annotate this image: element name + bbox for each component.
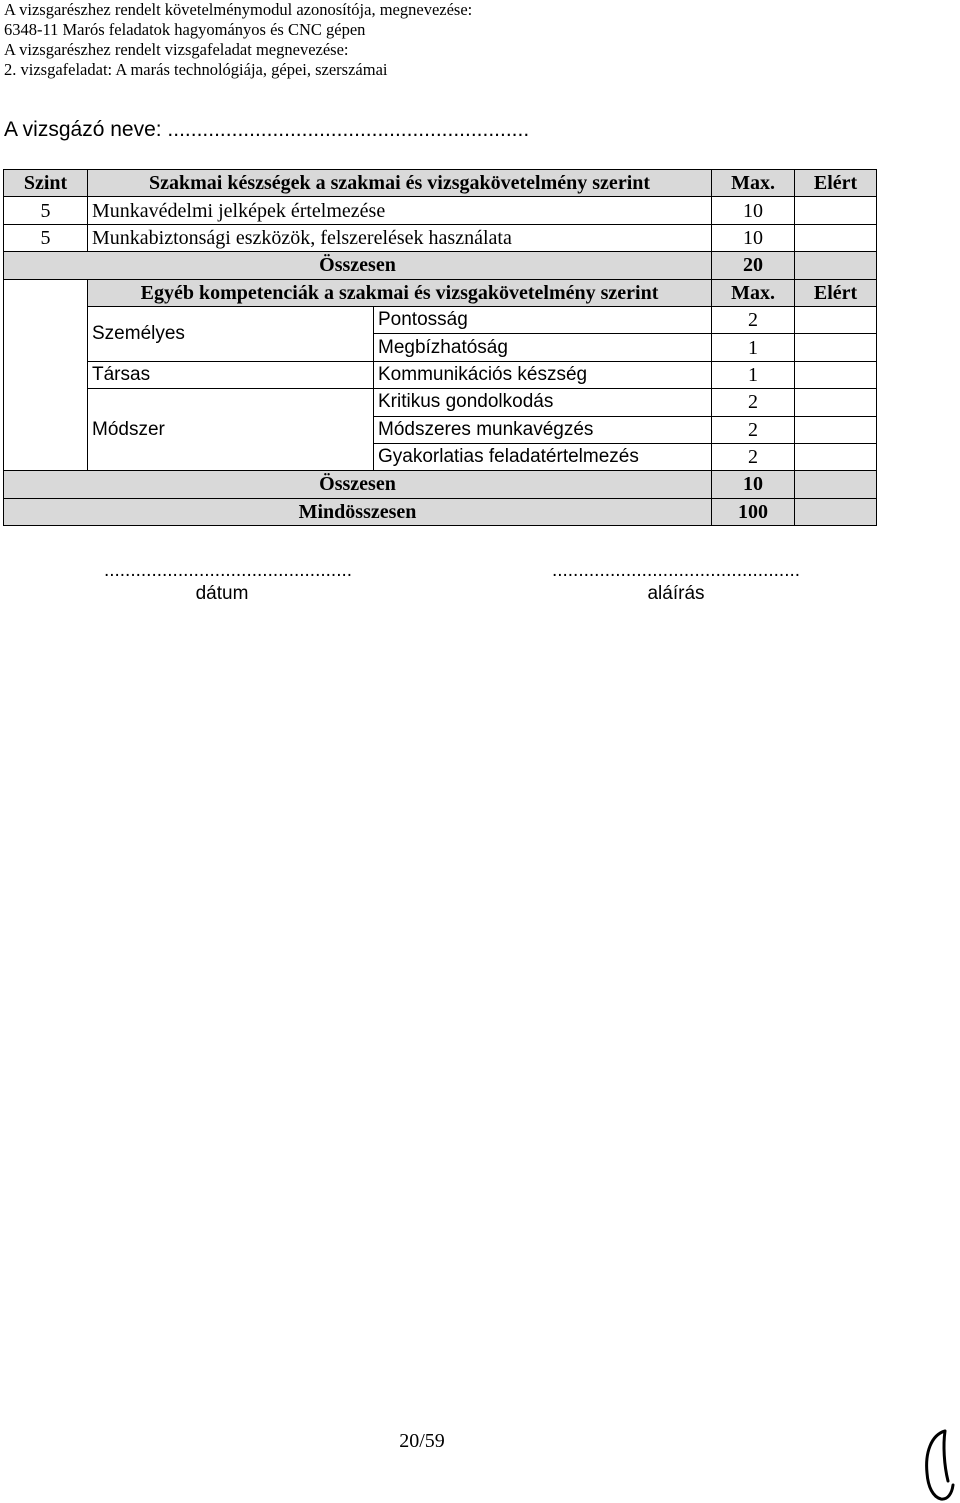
publisher-logo-icon xyxy=(915,1425,960,1503)
header-line-2: 6348-11 Marós feladatok hagyományos és CNC gépen xyxy=(4,20,366,39)
other-total-achieved-cell[interactable] xyxy=(795,471,877,498)
skill-label: Munkabiztonsági eszközök, felszerelések használata xyxy=(88,224,712,251)
skill-achieved-cell[interactable] xyxy=(795,197,877,224)
other-achieved-header: Elért xyxy=(795,279,877,306)
skills-total-achieved-cell[interactable] xyxy=(795,252,877,279)
signature-label: aláírás xyxy=(647,583,705,604)
grand-total-row xyxy=(4,498,877,525)
competency-max: 1 xyxy=(712,334,795,361)
competency-achieved-cell[interactable] xyxy=(795,361,877,388)
skills-total-label: Összesen xyxy=(4,252,712,279)
other-total-row xyxy=(4,471,877,498)
skill-level: 5 xyxy=(4,197,88,224)
page-number: 20/59 xyxy=(399,1430,445,1452)
competency-max: 2 xyxy=(712,416,795,443)
skill-label: Munkavédelmi jelképek értelmezése xyxy=(88,197,712,224)
skill-max: 10 xyxy=(712,197,795,224)
table-row xyxy=(4,361,877,388)
competency-max: 1 xyxy=(712,361,795,388)
evaluation-table xyxy=(3,169,877,526)
col-max-header: Max. xyxy=(712,170,795,197)
skill-max: 10 xyxy=(712,224,795,251)
col-skills-header: Szakmai készségek a szakmai és vizsgakövetelmény szerint xyxy=(88,170,712,197)
other-max-header: Max. xyxy=(712,279,795,306)
competency-max: 2 xyxy=(712,443,795,470)
examinee-name-line: A vizsgázó neve: .............................................................. xyxy=(4,118,530,141)
competency-label: Kritikus gondolkodás xyxy=(374,389,712,416)
competency-max: 2 xyxy=(712,389,795,416)
competency-achieved-cell[interactable] xyxy=(795,416,877,443)
table-row xyxy=(4,306,877,333)
skill-level: 5 xyxy=(4,224,88,251)
competency-achieved-cell[interactable] xyxy=(795,389,877,416)
grand-total-value: 100 xyxy=(712,498,795,525)
competency-label: Pontosság xyxy=(374,306,712,333)
table-row xyxy=(4,224,877,251)
competency-achieved-cell[interactable] xyxy=(795,334,877,361)
date-dots: ............................................... xyxy=(103,560,353,581)
competency-label: Megbízhatóság xyxy=(374,334,712,361)
col-level-header: Szint xyxy=(4,170,88,197)
competency-label: Gyakorlatias feladatértelmezés xyxy=(374,443,712,470)
grand-total-achieved-cell[interactable] xyxy=(795,498,877,525)
table-row xyxy=(4,389,877,416)
other-competencies-header-row xyxy=(4,279,877,306)
competency-max: 2 xyxy=(712,306,795,333)
other-competencies-header: Egyéb kompetenciák a szakmai és vizsgakövetelmény szerint xyxy=(88,279,712,306)
competency-achieved-cell[interactable] xyxy=(795,306,877,333)
competency-achieved-cell[interactable] xyxy=(795,443,877,470)
other-total-value: 10 xyxy=(712,471,795,498)
group-social: Társas xyxy=(88,361,374,388)
header-line-4: 2. vizsgafeladat: A marás technológiája, gépei, szerszámai xyxy=(4,60,388,79)
header-line-1: A vizsgarészhez rendelt követelménymodul azonosítója, megnevezése: xyxy=(4,0,473,19)
skills-total-value: 20 xyxy=(712,252,795,279)
col-achieved-header: Elért xyxy=(795,170,877,197)
group-personal: Személyes xyxy=(88,306,374,361)
competency-label: Módszeres munkavégzés xyxy=(374,416,712,443)
skill-achieved-cell[interactable] xyxy=(795,224,877,251)
table-header-row xyxy=(4,170,877,197)
level-blank-cell xyxy=(4,279,88,471)
date-label: dátum xyxy=(195,583,249,604)
header-line-3: A vizsgarészhez rendelt vizsgafeladat megnevezése: xyxy=(4,40,349,59)
grand-total-label: Mindösszesen xyxy=(4,498,712,525)
skills-total-row xyxy=(4,252,877,279)
competency-label: Kommunikációs készség xyxy=(374,361,712,388)
other-total-label: Összesen xyxy=(4,471,712,498)
signature-dots: ............................................... xyxy=(551,560,801,581)
table-row xyxy=(4,197,877,224)
group-method: Módszer xyxy=(88,389,374,471)
